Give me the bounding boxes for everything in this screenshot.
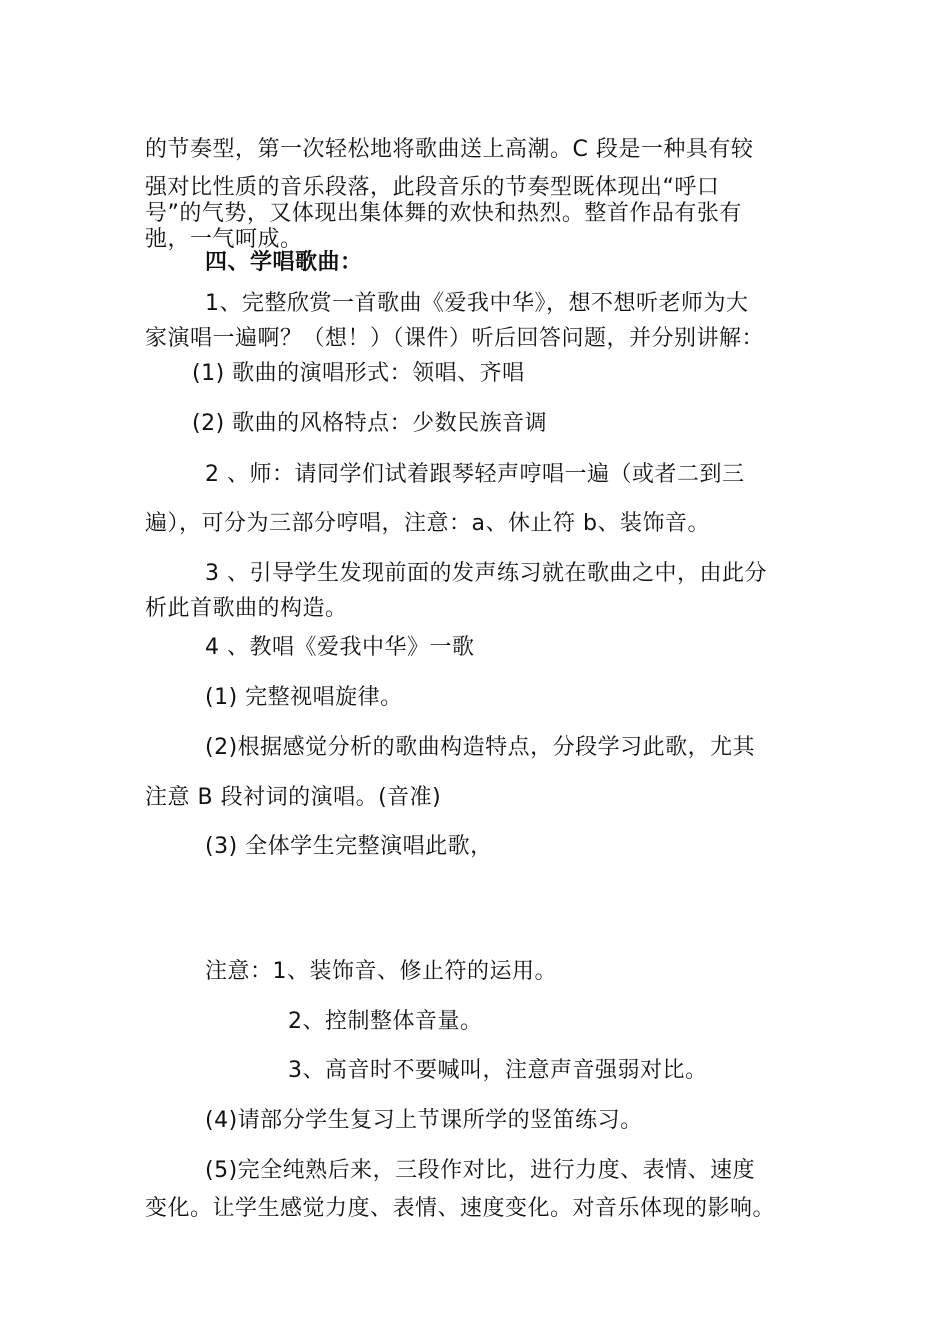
list-item: (2)根据感觉分析的歌曲构造特点，分段学习此歌，尤其 [205, 735, 756, 760]
list-item: (3) 全体学生完整演唱此歌， [205, 834, 493, 859]
note-line: 2、控制整体音量。 [288, 1009, 483, 1034]
list-item: (2) 歌曲的风格特点：少数民族音调 [192, 411, 548, 436]
paragraph-line: 变化。让学生感觉力度、表情、速度变化。对音乐体现的影响。 [145, 1196, 776, 1221]
paragraph-line: 1、完整欣赏一首歌曲《爱我中华》，想不想听老师为大 [205, 291, 749, 316]
paragraph-line: 号”的气势，又体现出集体舞的欢快和热烈。整首作品有张有 [145, 201, 742, 226]
paragraph-line: 析此首歌曲的构造。 [145, 596, 348, 621]
paragraph-line: 2 、师：请同学们试着跟琴轻声哼唱一遍（或者二到三 [205, 462, 745, 487]
list-item: (5)完全纯熟后来，三段作对比，进行力度、表情、速度 [205, 1158, 756, 1183]
paragraph-line: 强对比性质的音乐段落，此段音乐的节奏型既体现出“呼口 [145, 175, 720, 200]
paragraph-line: 3 、引导学生发现前面的发声练习就在歌曲之中，由此分 [205, 561, 767, 586]
paragraph-line: 注意 B 段衬词的演唱。(音准) [145, 785, 442, 810]
note-line: 3、高音时不要喊叫，注意声音强弱对比。 [288, 1058, 708, 1083]
paragraph-line: 4 、教唱《爱我中华》一歌 [205, 635, 475, 660]
list-item: (1) 歌曲的演唱形式：领唱、齐唱 [192, 361, 525, 386]
section-heading: 四、学唱歌曲： [205, 250, 363, 275]
list-item: (1) 完整视唱旋律。 [205, 685, 403, 710]
paragraph-line: 遍），可分为三部分哼唱，注意：a、休止符 b、装饰音。 [145, 511, 710, 536]
paragraph-line: 的节奏型，第一次轻松地将歌曲送上高潮。C 段是一种具有较 [145, 137, 754, 162]
list-item: (4)请部分学生复习上节课所学的竖笛练习。 [205, 1108, 643, 1133]
paragraph-line: 家演唱一遍啊？（想！）（课件）听后回答问题，并分别讲解： [145, 326, 765, 351]
note-line: 注意：1、装饰音、修止符的运用。 [205, 959, 557, 984]
paragraph-line: 弛，一气呵成。 [145, 227, 303, 252]
